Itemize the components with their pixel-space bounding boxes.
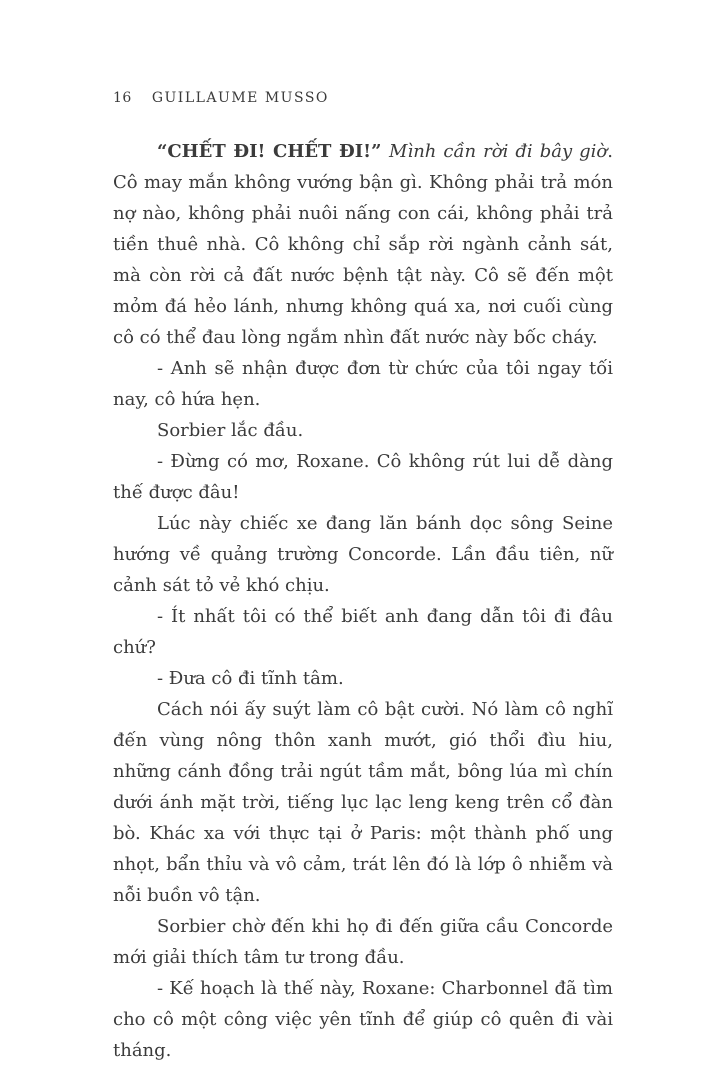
text-segment: - Đừng có mơ, Roxane. Cô không rút lui dễ dàng thế được đâu! (113, 451, 613, 503)
text-segment: - Đưa cô đi tĩnh tâm. (157, 668, 344, 689)
paragraph (113, 136, 613, 353)
paragraph (113, 601, 613, 663)
body-text (113, 136, 613, 1066)
text-segment: “CHẾT ĐI! CHẾT ĐI!” (157, 141, 390, 162)
author-name: GUILLAUME MUSSO (151, 90, 329, 106)
text-segment: Sorbier chờ đến khi họ đi đến giữa cầu Concorde mới giải thích tâm tư trong đầu. (113, 916, 613, 968)
text-segment: - Anh sẽ nhận được đơn từ chức của tôi ngay tối nay, cô hứa hẹn. (113, 358, 613, 410)
text-segment: - Ít nhất tôi có thể biết anh đang dẫn tôi đi đâu chứ? (113, 606, 613, 658)
text-segment: Mình cần rời đi bây giờ (389, 141, 608, 162)
paragraph (113, 353, 613, 415)
page-number: 16 (113, 90, 132, 106)
paragraph (113, 415, 613, 446)
paragraph (113, 663, 613, 694)
text-segment: - Kế hoạch là thế này, Roxane: Charbonnel đã tìm cho cô một công việc yên tĩnh để giúp cô quên đi vài tháng. (113, 978, 613, 1061)
text-segment: Lúc này chiếc xe đang lăn bánh dọc sông Seine hướng về quảng trường Concorde. Lần đầu tiên, nữ cảnh sát tỏ vẻ khó chịu. (113, 513, 613, 596)
paragraph (113, 973, 613, 1066)
paragraph (113, 508, 613, 601)
page-header (113, 90, 613, 106)
paragraph (113, 694, 613, 911)
text-segment: Sorbier lắc đầu. (157, 420, 304, 441)
paragraph (113, 911, 613, 973)
text-segment: Cách nói ấy suýt làm cô bật cười. Nó làm cô nghĩ đến vùng nông thôn xanh mướt, gió thổi đìu hiu, những cánh đồng trải ngút tầm mắt, bông lúa mì chín dưới ánh mặt trời, tiếng lục lạc leng keng trên cổ đàn bò. Khác xa với thực tại ở Paris: một thành phố ung nhọt, bẩn thỉu và vô cảm, trát lên đó là lớp ô nhiễm và nỗi buồn vô tận. (113, 699, 613, 906)
text-segment: . Cô may mắn không vướng bận gì. Không phải trả món nợ nào, không phải nuôi nấng con cái, không phải trả tiền thuê nhà. Cô không chỉ sắp rời ngành cảnh sát, mà còn rời cả đất nước bệnh tật này. Cô sẽ đến một mỏm đá hẻo lánh, nhưng không quá xa, nơi cuối cùng cô có thể đau lòng ngắm nhìn đất nước này bốc cháy. (113, 141, 613, 348)
paragraph (113, 446, 613, 508)
